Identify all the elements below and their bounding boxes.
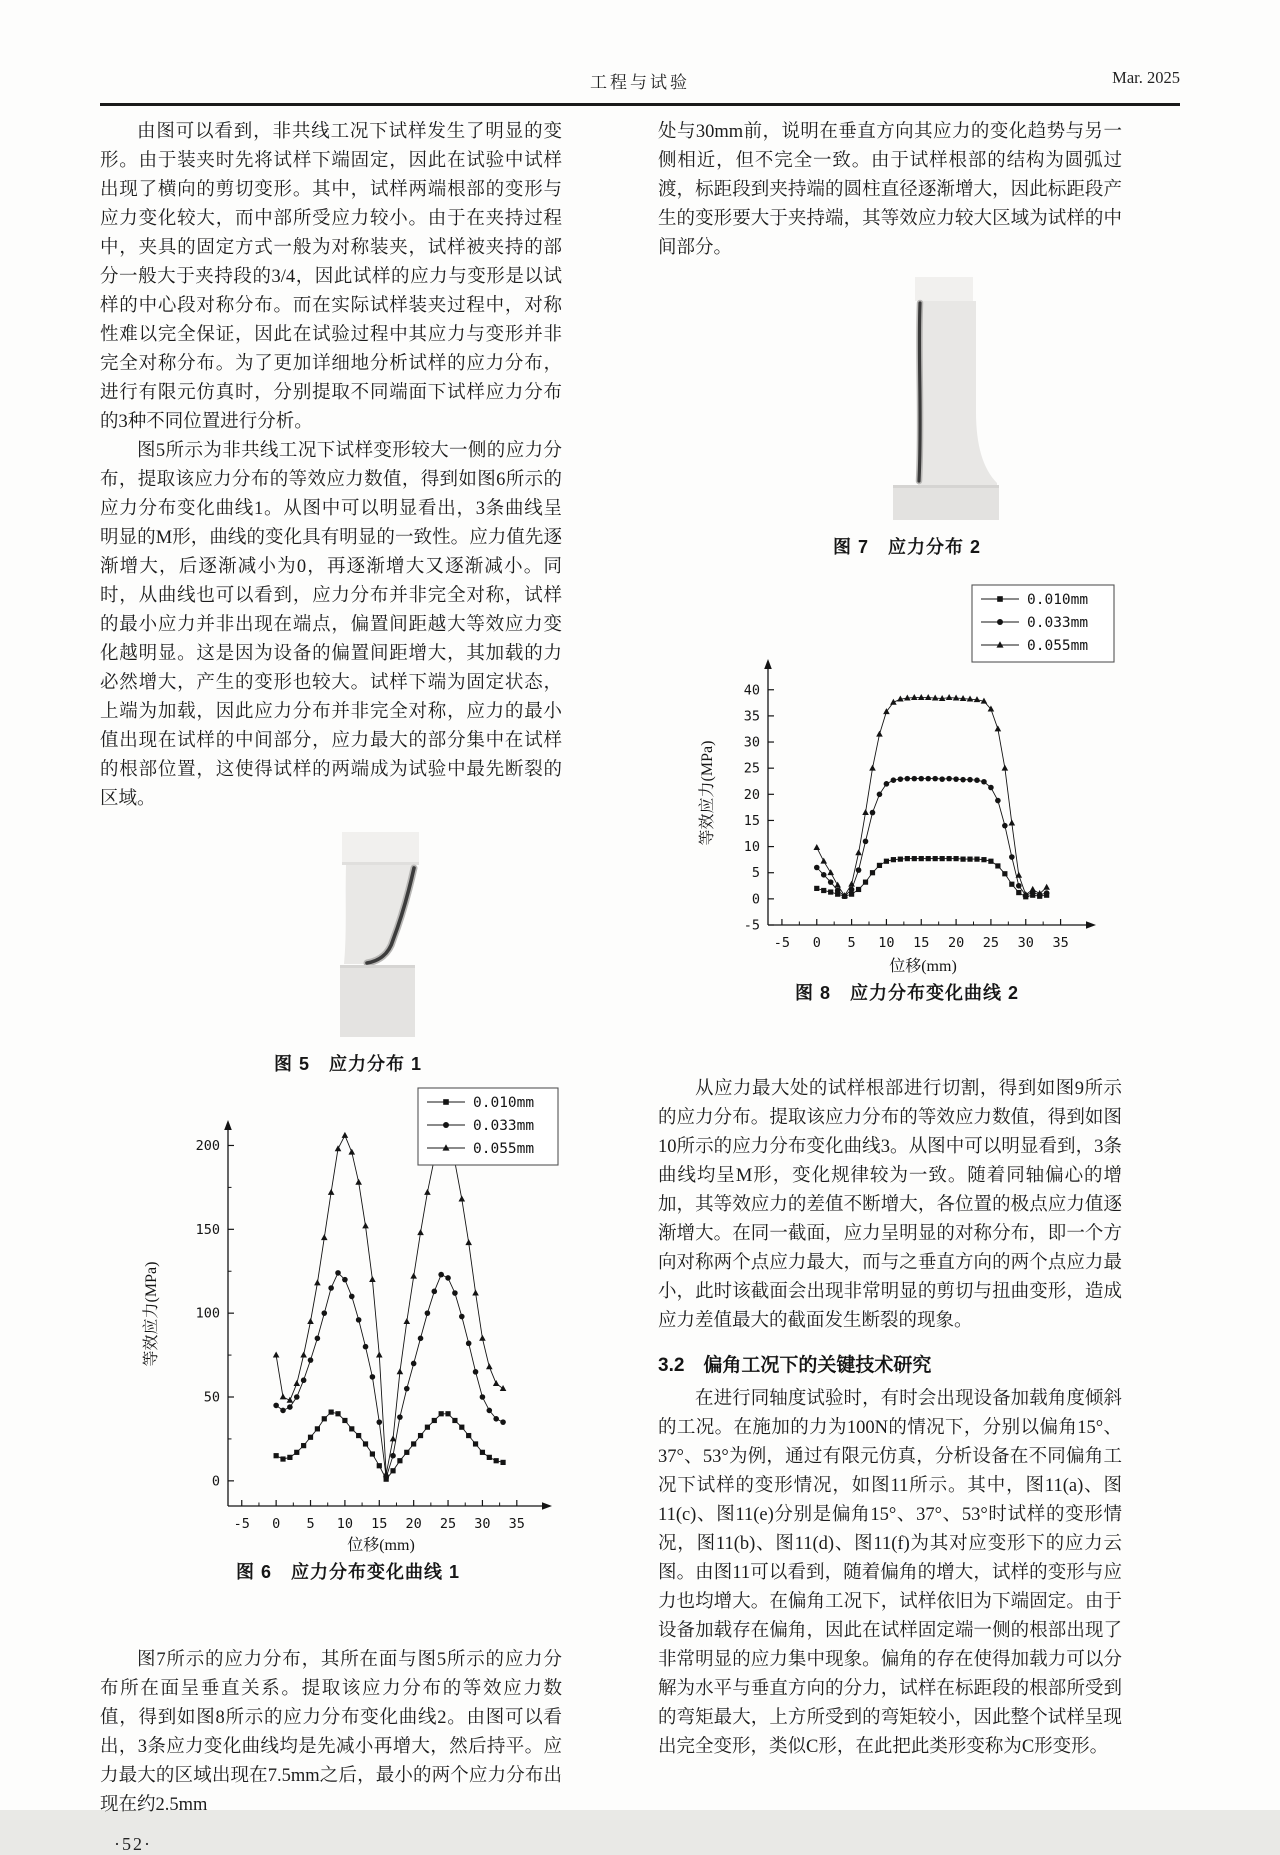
svg-text:0: 0 xyxy=(812,935,821,951)
svg-text:-5: -5 xyxy=(233,1516,250,1532)
svg-text:20: 20 xyxy=(743,786,760,803)
svg-text:20: 20 xyxy=(405,1516,422,1532)
svg-text:0.055mm: 0.055mm xyxy=(473,1141,535,1157)
specimen-body xyxy=(917,301,997,485)
journal-title: 工程与试验 xyxy=(590,73,690,92)
figure-6-caption: 图 6 应力分布变化曲线 1 xyxy=(235,1562,461,1582)
svg-text:100: 100 xyxy=(195,1305,220,1322)
svg-text:30: 30 xyxy=(474,1516,491,1532)
svg-text:等效应力(MPa): 等效应力(MPa) xyxy=(143,1261,160,1367)
svg-text:-5: -5 xyxy=(743,917,760,934)
svg-text:0: 0 xyxy=(272,1516,281,1532)
svg-text:200: 200 xyxy=(195,1137,220,1154)
svg-text:0: 0 xyxy=(751,891,760,908)
svg-text:25: 25 xyxy=(743,760,760,777)
specimen-bottom-clamp xyxy=(893,485,999,520)
svg-text:0.010mm: 0.010mm xyxy=(473,1095,535,1111)
svg-text:5: 5 xyxy=(306,1516,315,1532)
svg-text:25: 25 xyxy=(982,935,1000,951)
svg-text:0.033mm: 0.033mm xyxy=(473,1118,535,1134)
specimen-stress-band xyxy=(919,303,920,481)
svg-text:35: 35 xyxy=(743,708,760,725)
figure-6-chart xyxy=(100,1086,562,1556)
left-column xyxy=(100,118,562,1855)
fig5-specimen-image xyxy=(313,832,425,1037)
svg-text:40: 40 xyxy=(743,682,760,699)
paragraph-1: 由图可以看到，非共线工况下试样发生了明显的变形。由于装夹时先将试样下端固定，因此在试验中试样出现了横向的剪切变形。其中，试样两端根部的变形与应力变化较大，而中部所受应力较小。由于在夹持过程中，夹具的固定方式一般为对称装夹，试样被夹持的部分一般大于夹持段的3/4，因此试样的应力与变形是以试样的中心段对称分布。而在实际试样装夹过程中，对称性难以完全保证，因此在试验过程中其应力与变形并非完全对称分布。为了更加详细地分析试样的应力分布，进行有限元仿真时，分别提取不同端面下试样应力分布的3种不同位置进行分析。 xyxy=(100,122,562,432)
svg-text:-5: -5 xyxy=(773,935,791,951)
section-heading-3-2: 3.2 偏角工况下的关键技术研究 xyxy=(658,1355,932,1376)
fig7-specimen-image xyxy=(883,277,1001,520)
svg-text:25: 25 xyxy=(439,1516,457,1532)
svg-text:20: 20 xyxy=(947,935,965,951)
svg-text:位移(mm): 位移(mm) xyxy=(347,1537,415,1554)
issue-date: Mar. 2025 xyxy=(1112,68,1180,87)
specimen-top-clamp xyxy=(915,277,973,301)
figure-8-caption: 图 8 应力分布变化曲线 2 xyxy=(794,983,1020,1003)
svg-text:15: 15 xyxy=(913,935,930,951)
svg-text:35: 35 xyxy=(508,1516,525,1532)
svg-text:5: 5 xyxy=(847,935,856,951)
right-column xyxy=(658,118,1122,1762)
specimen-bottom-clamp xyxy=(340,965,415,1037)
specimen-top-clamp xyxy=(342,832,419,865)
figure-7 xyxy=(658,277,1122,559)
svg-text:150: 150 xyxy=(195,1221,220,1238)
figure-8 xyxy=(658,585,1122,1005)
svg-text:等效应力(MPa): 等效应力(MPa) xyxy=(699,740,716,846)
svg-text:30: 30 xyxy=(1017,935,1034,951)
paragraph-3: 图7所示的应力分布，其所在面与图5所示的应力分布所在面呈垂直关系。提取该应力分布的等效应力数值，得到如图8所示的应力分布变化曲线2。由图可以看出，3条应力变化曲线均是先减小再增大，然后持平。应力最大的区域出现在7.5mm之后，最小的两个应力分布出现在约2.5mm xyxy=(100,1650,562,1815)
figure-6 xyxy=(100,1086,562,1584)
svg-text:0.033mm: 0.033mm xyxy=(1027,615,1089,631)
figure-5 xyxy=(100,832,562,1076)
svg-text:10: 10 xyxy=(743,839,760,856)
svg-text:50: 50 xyxy=(203,1389,220,1406)
paragraph-5: 从应力最大处的试样根部进行切割，得到如图9所示的应力分布。提取该应力分布的等效应力数值，得到如图10所示的应力分布变化曲线3。从图中可以明显看到，3条曲线均呈M形，变化规律较为一致。随着同轴偏心的增加，其等效应力的差值不断增大，各位置的极点应力值逐渐增大。在同一截面，应力呈明显的对称分布，即一个方向对称两个点应力最大，而与之垂直方向的两个点应力最小，此时该截面会出现非常明显的剪切与扭曲变形，造成应力差值最大的截面发生断裂的现象。 xyxy=(658,1079,1122,1331)
page-number: ·52· xyxy=(114,1834,152,1854)
figure-8-chart xyxy=(658,585,1122,977)
svg-text:35: 35 xyxy=(1052,935,1069,951)
svg-text:30: 30 xyxy=(743,734,760,751)
figure-5-caption: 图 5 应力分布 1 xyxy=(273,1054,423,1074)
paragraph-2: 图5所示为非共线工况下试样变形较大一侧的应力分布，提取该应力分布的等效应力数值，得到如图6所示的应力分布变化曲线1。从图中可以明显看出，3条曲线呈明显的M形，曲线的变化具有明显的一致性。应力值先逐渐增大，后逐渐减小为0，再逐渐增大又逐渐减小。同时，从曲线也可以看到，应力分布并非完全对称，试样的最小应力并非出现在端点，偏置间距越大等效应力变化越明显。这是因为设备的偏置间距增大，其加载的力必然增大，产生的变形也较大。试样下端为固定状态，上端为加载，因此应力分布并非完全对称，应力的最小值出现在试样的中间部分，应力最大的部分集中在试样的根部位置，这使得试样的两端成为试验中最先断裂的区域。 xyxy=(100,441,562,809)
svg-text:5: 5 xyxy=(751,865,760,882)
figure-7-caption: 图 7 应力分布 2 xyxy=(832,537,982,557)
page-header xyxy=(100,68,1180,98)
svg-text:15: 15 xyxy=(743,812,760,829)
paragraph-4: 处与30mm前，说明在垂直方向其应力的变化趋势与另一侧相近，但不完全一致。由于试样根部的结构为圆弧过渡，标距段到夹持端的圆柱直径逐渐增大，因此标距段产生的变形要大于夹持端，其等效应力较大区域为试样的中间部分。 xyxy=(658,122,1122,258)
svg-text:0.010mm: 0.010mm xyxy=(1027,592,1089,608)
paragraph-6: 在进行同轴度试验时，有时会出现设备加载角度倾斜的工况。在施加的力为100N的情况下，分别以偏角15°、37°、53°为例，通过有限元仿真，分析设备在不同偏角工况下试样的变形情况，如图11所示。其中，图11(a)、图11(c)、图11(e)分别是偏角15°、37°、53°时试样的变形情况，图11(b)、图11(d)、图11(f)为其对应变形下的应力云图。由图11可以看到，随着偏角的增大，试样的变形与应力也均增大。在偏角工况下，试样依旧为下端固定。由于设备加载存在偏角，因此在试样固定端一侧的根部出现了非常明显的应力集中现象。偏角的存在使得加载力可以分解为水平与垂直方向的分力，试样在标距段的根部所受到的弯矩最大，上方所受到的弯矩较小，因此整个试样呈现出完全变形，类似C形，在此把此类形变称为C形变形。 xyxy=(658,1389,1122,1757)
svg-text:0.055mm: 0.055mm xyxy=(1027,638,1089,654)
svg-text:15: 15 xyxy=(371,1516,388,1532)
svg-text:0: 0 xyxy=(211,1473,220,1490)
svg-text:10: 10 xyxy=(878,935,895,951)
svg-text:位移(mm): 位移(mm) xyxy=(889,958,957,975)
svg-text:10: 10 xyxy=(336,1516,354,1532)
header-rule xyxy=(100,103,1180,106)
